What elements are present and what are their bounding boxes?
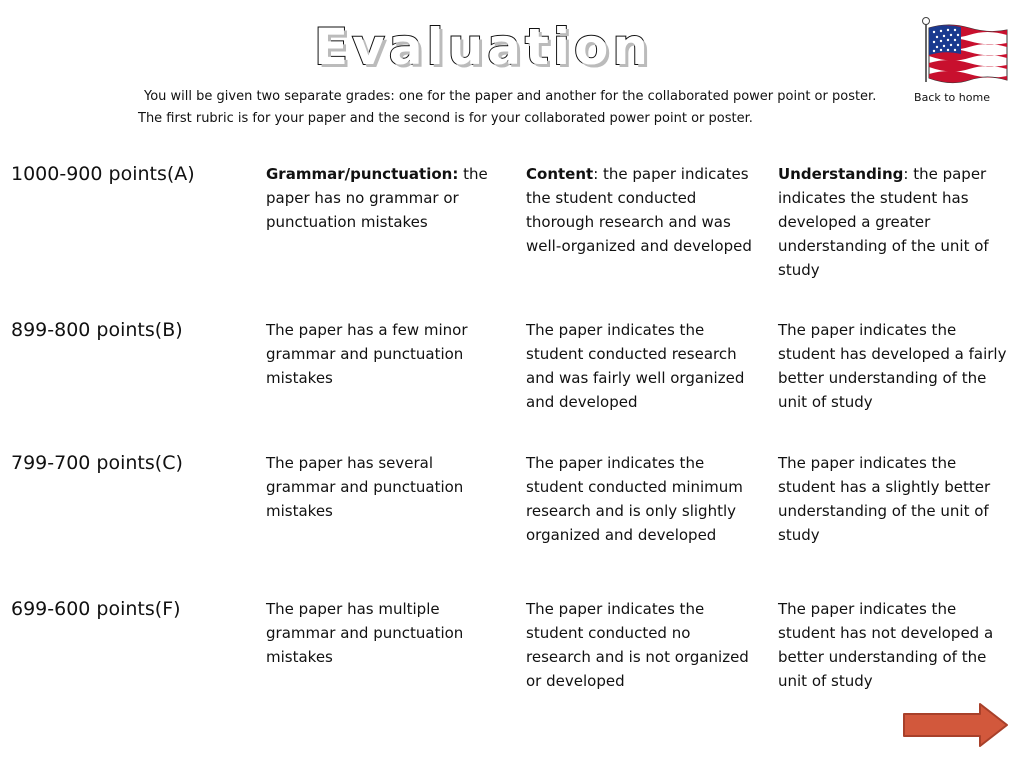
grammar-criterion: The paper has several grammar and punctuation mistakes [266, 454, 464, 520]
content-text: : the paper indicates the student conducted thorough research and was well-organized and developed [526, 165, 752, 255]
grammar-criterion [266, 162, 502, 234]
grammar-criterion: The paper has multiple grammar and punctuation mistakes [266, 600, 464, 666]
grade-label: 899-800 points(B) [11, 319, 183, 341]
understanding-heading: Understanding [778, 165, 904, 183]
understanding-criterion: The paper indicates the student has not developed a better understanding of the unit of study [778, 600, 994, 690]
content-criterion: The paper indicates the student conducted research and was fairly well organized and developed [526, 321, 745, 411]
grammar-criterion: The paper has a few minor grammar and punctuation mistakes [266, 321, 468, 387]
grammar-text: the paper has no grammar or punctuation mistakes [266, 165, 488, 231]
grammar-heading: Grammar/punctuation: [266, 165, 459, 183]
back-to-home-link[interactable]: Back to home [914, 91, 990, 104]
content-heading: Content [526, 165, 594, 183]
content-criterion [526, 162, 758, 258]
grade-label: 699-600 points(F) [11, 598, 181, 620]
understanding-text: : the paper indicates the student has developed a greater understanding of the unit of study [778, 165, 989, 279]
content-criterion: The paper indicates the student conducted no research and is not organized or developed [526, 600, 749, 690]
american-flag-icon[interactable] [918, 16, 1010, 84]
next-arrow-shape[interactable] [904, 704, 1007, 746]
content-criterion: The paper indicates the student conducted minimum research and is only slightly organized and developed [526, 454, 743, 544]
right-arrow-icon[interactable] [902, 702, 1010, 748]
understanding-criterion: The paper indicates the student has a slightly better understanding of the unit of study [778, 454, 991, 544]
grade-label: 1000-900 points(A) [11, 163, 195, 185]
slide-title: Evaluation [314, 18, 652, 76]
intro-text: You will be given two separate grades: one for the paper and another for the collaborated power point or poster. The first rubric is for your paper and the second is for your collaborated power point or poster. [138, 89, 877, 126]
understanding-criterion [778, 162, 1014, 282]
grade-label: 799-700 points(C) [11, 452, 183, 474]
understanding-criterion: The paper indicates the student has developed a fairly better understanding of the unit of study [778, 321, 1007, 411]
